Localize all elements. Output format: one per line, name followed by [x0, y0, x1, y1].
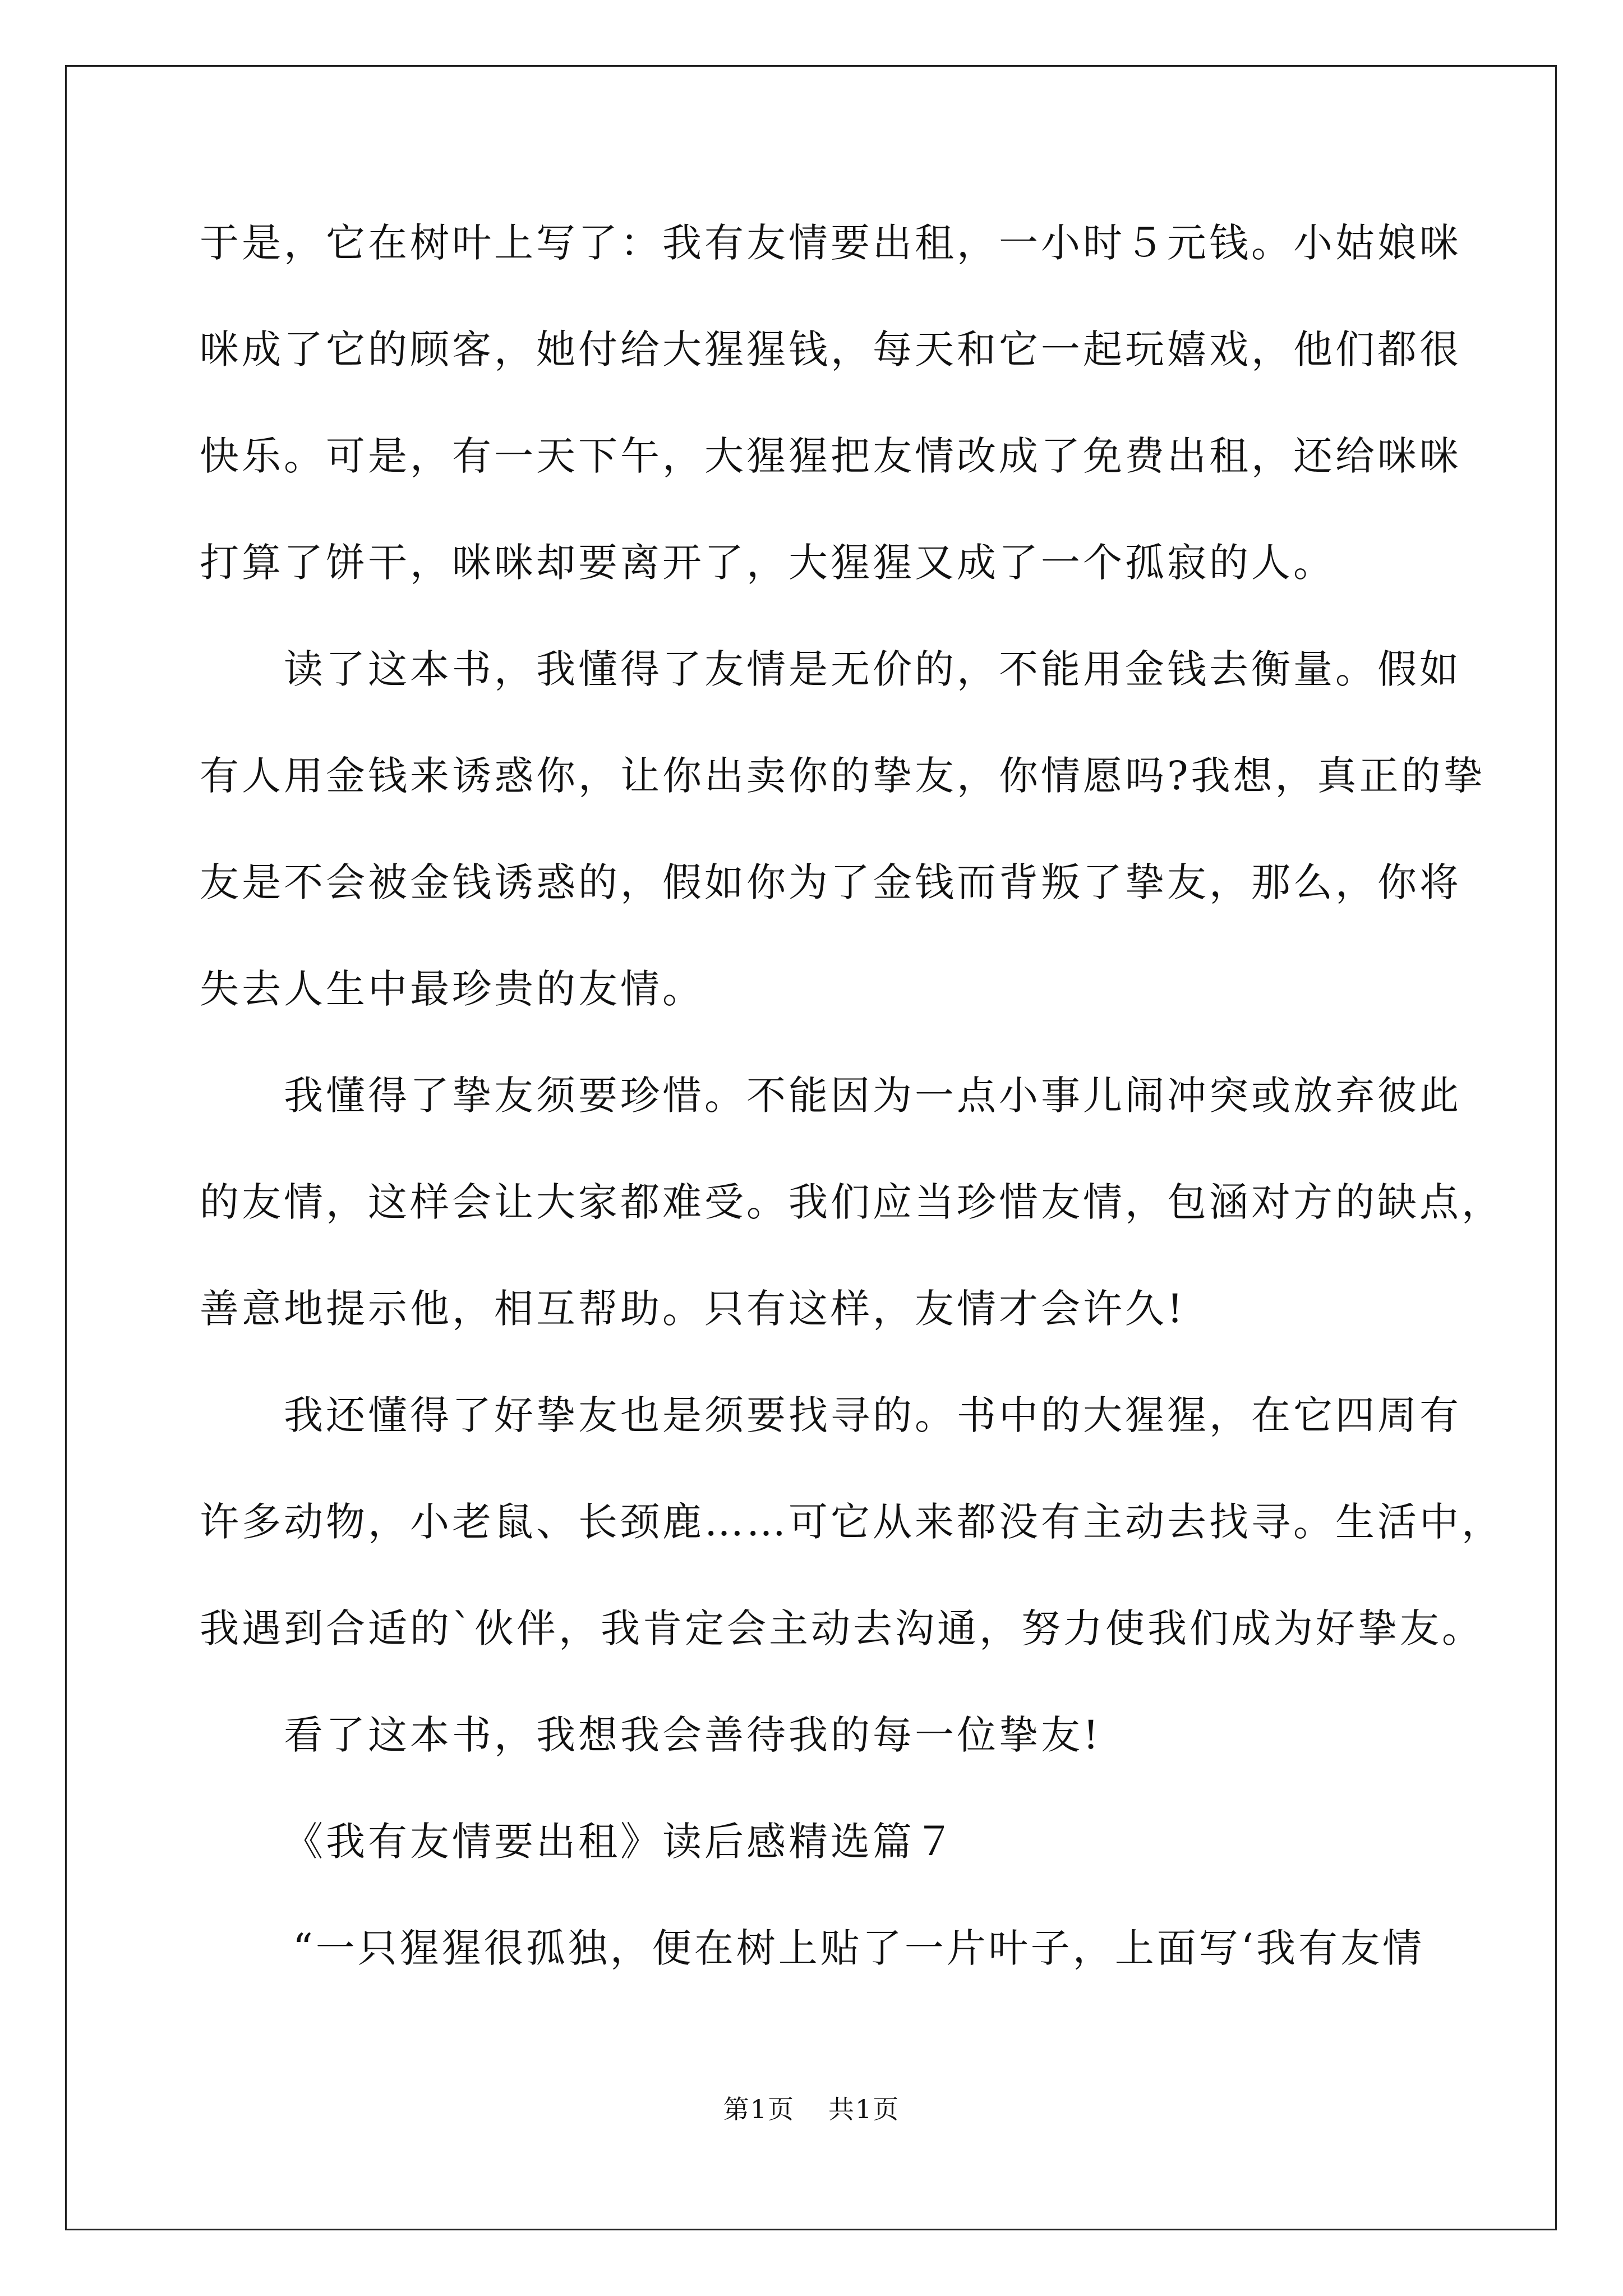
section-heading: 《我有友情要出租》读后感精选篇７ — [284, 1819, 957, 1865]
text-line: 读了这本书，我懂得了友情是无价的，不能用金钱去衡量。假如 — [284, 646, 1461, 692]
text-line: 友是不会被金钱诱惑的，假如你为了金钱而背叛了挚友，那么，你将 — [200, 859, 1461, 905]
page-total: 共1页 — [828, 2094, 900, 2124]
page-number: 第1页 — [723, 2094, 795, 2124]
text-line: 许多动物，小老鼠、长颈鹿……可它从来都没有主动去找寻。生活中， — [200, 1499, 1504, 1545]
text-line: 善意地提示他，相互帮助。只有这样，友情才会许久! — [200, 1286, 1186, 1332]
text-line: “一只猩猩很孤独，便在树上贴了一片叶子，上面写‘我有友情 — [293, 1925, 1425, 1971]
text-line: 我还懂得了好挚友也是须要找寻的。书中的大猩猩，在它四周有 — [284, 1392, 1461, 1438]
text-line: 于是，它在树叶上写了：我有友情要出租，一小时５元钱。小姑娘咪 — [200, 220, 1461, 266]
text-line: 的友情，这样会让大家都难受。我们应当珍惜友情，包涵对方的缺点， — [200, 1179, 1504, 1225]
text-line: 看了这本书，我想我会善待我的每一位挚友! — [284, 1712, 1102, 1758]
text-line: 有人用金钱来诱惑你，让你出卖你的挚友，你情愿吗?我想，真正的挚 — [200, 753, 1486, 799]
page-border — [65, 65, 1557, 2230]
text-line: 打算了饼干，咪咪却要离开了，大猩猩又成了一个孤寂的人。 — [200, 540, 1335, 586]
page-footer — [0, 2092, 1623, 2126]
text-line: 快乐。可是，有一天下午，大猩猩把友情改成了免费出租，还给咪咪 — [200, 433, 1461, 479]
text-line: 我懂得了挚友须要珍惜。不能因为一点小事儿闹冲突或放弃彼此 — [284, 1073, 1461, 1119]
text-line: 我遇到合适的`伙伴，我肯定会主动去沟通，努力使我们成为好挚友。 — [200, 1605, 1484, 1651]
text-line: 咪成了它的顾客，她付给大猩猩钱，每天和它一起玩嬉戏，他们都很 — [200, 326, 1461, 372]
text-line: 失去人生中最珍贵的友情。 — [200, 966, 704, 1012]
